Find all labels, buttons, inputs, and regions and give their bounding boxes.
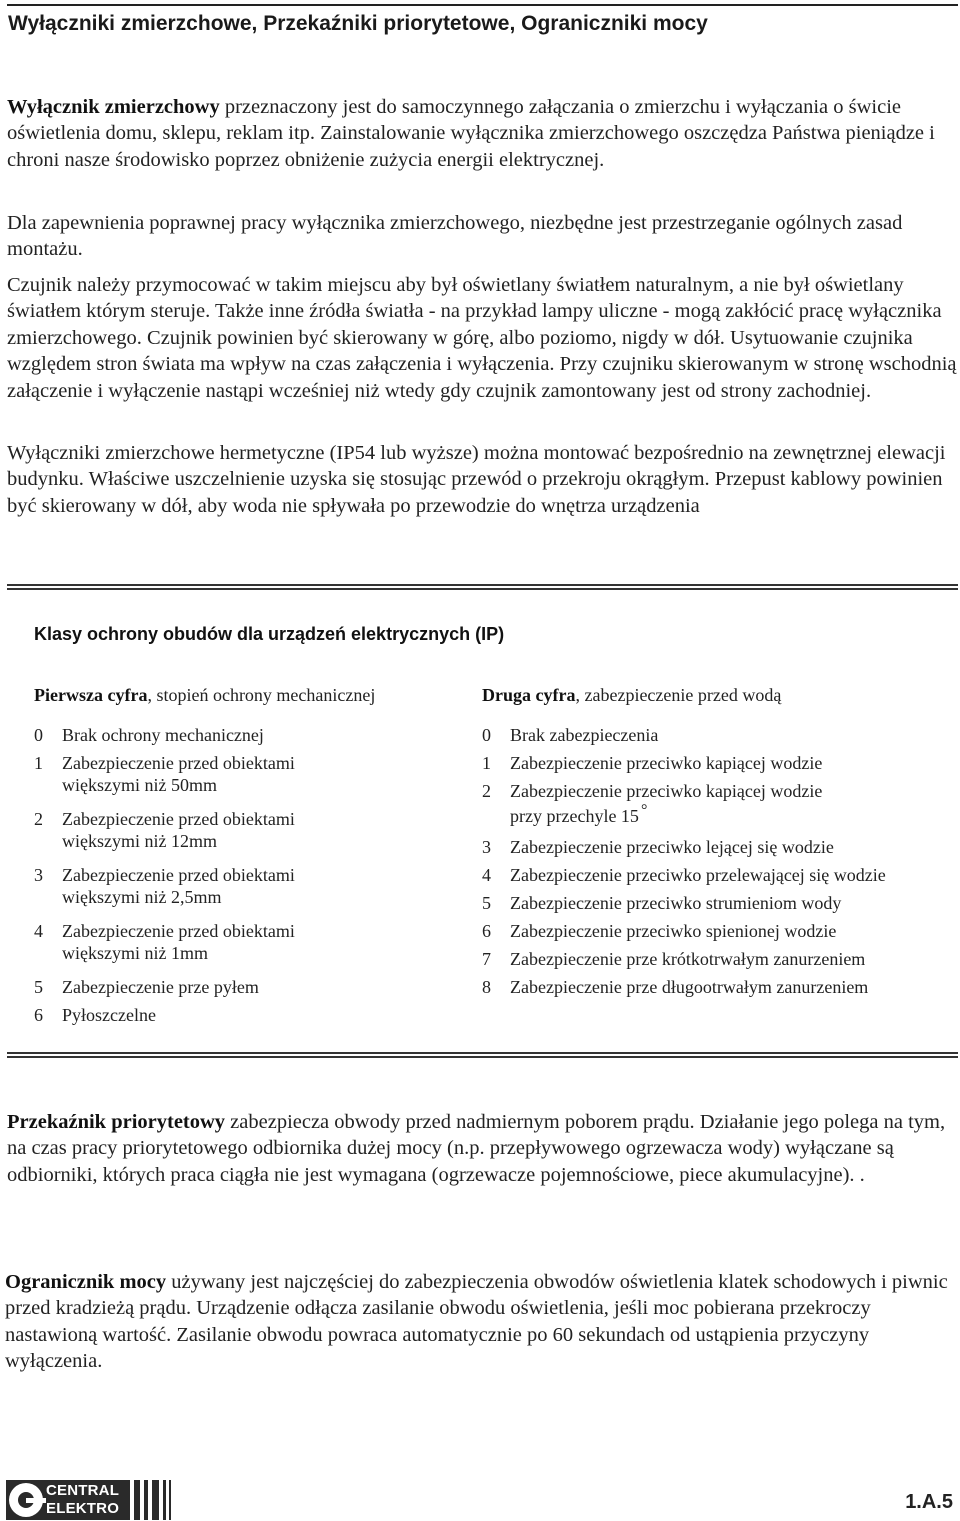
top-rule [7,4,958,6]
intro-paragraph-1 [7,94,959,173]
list-item [482,892,952,920]
list-item [34,752,454,808]
item-text: Zabezpieczenie prze długootrwałym zanurzeniem [510,977,869,997]
list-item [34,1004,454,1032]
list-item [34,808,454,864]
list-item [482,780,952,836]
list-item [482,948,952,976]
logo-text-line1: CENTRAL [46,1482,120,1499]
item-text-continuation: większymi niż 50mm [62,775,217,795]
section-divider [7,584,958,590]
section-divider-2 [7,1052,958,1058]
item-number: 5 [482,893,491,913]
item-text: Brak zabezpieczenia [510,725,659,745]
item-number: 0 [482,725,491,745]
item-text: Zabezpieczenie przed obiektami [62,921,295,941]
list-item [34,864,454,920]
item-number: 1 [482,753,491,773]
item-text: Pyłoszczelne [62,1005,156,1025]
item-text: Zabezpieczenie przeciwko przelewającej się wodzie [510,865,886,885]
item-text: Brak ochrony mechanicznej [62,725,264,745]
item-number: 4 [482,865,491,885]
list-item [482,836,952,864]
degree-symbol: ° [640,802,648,819]
list-item [482,920,952,948]
item-number: 5 [34,977,43,997]
intro-paragraph-3: Czujnik należy przymocować w takim miejscu aby był oświetlany światłem naturalnym, a nie był oświetlany światłem którym steruje. Także inne źródła światła - na przykład lampy uliczne - mogą zakłócić pracę wyłącznika zmierzchowego. Czujnik powinien być skierowany w górę, albo poziomo, nigdy w dół. Usytuowanie czujnika względem stron świata ma wpływ na czas załączenia i wyłączenia. Przy czujniku skierowanym w stronę wschodnią załączenie i wyłączenie nastąpi wcześniej niż wtedy gdy czujnik zamontowany jest od strony zachodniej. [7,274,957,402]
list-item [482,976,952,1004]
first-digit-heading [34,685,375,706]
logo-e-mark [9,1483,43,1517]
intro-paragraph-1-text: przeznaczony jest do samoczynnego załączania o zmierzchu i wyłączania o świcie oświetlenia domu, sklepu, reklam itp. Zainstalowanie wyłącznika zmierzchowego oszczędza Państwa pieniądze i chroni nasze środowisko poprzez obniżenie zużycia energii elektrycznej. [7,96,935,171]
logo-badge [6,1480,130,1520]
logo-e-bar [26,1498,46,1503]
item-number: 8 [482,977,491,997]
term-priority-relay: Przekaźnik priorytetowy [7,1111,226,1133]
item-number: 6 [34,1005,43,1025]
priority-relay-text: zabezpiecza obwody przed nadmiernym poborem prądu. Działanie jego polega na tym, na czas pracy priorytetowego odbiornika dużej mocy (n.p. przepływowego ogrzewacza wody) wyłączane są odbiorniki, których praca ciągła nie jest wymagana (ogrzewacze pojemnościowe, piece akumulacyjne). . [7,1111,946,1186]
power-limiter-paragraph [5,1269,957,1375]
item-number: 0 [34,725,43,745]
item-text-continuation: większymi niż 1mm [62,943,208,963]
second-digit-heading-text: , zabezpieczenie przed wodą [575,685,782,705]
item-text: Zabezpieczenie przeciwko lejącej się wodzie [510,837,834,857]
second-digit-heading-bold: Druga cyfra [482,685,576,705]
item-text: Zabezpieczenie prze pyłem [62,977,259,997]
item-text-angle: przy przechyle 15 [510,806,639,826]
item-text: Zabezpieczenie przeciwko kapiącej wodzie [510,781,823,801]
list-item [482,864,952,892]
first-digit-list [34,724,454,1032]
company-logo [6,1480,170,1520]
power-limiter-text: używany jest najczęściej do zabezpieczenia obwodów oświetlenia klatek schodowych i piwnic przed kradzieżą prądu. Urządzenie odłącza zasilanie obwodu oświetlenia, jeśli moc pobierana przekroczy nastawioną wartość. Zasilanie obwodu powraca automatycznie po 60 sekundach od ustąpienia przyczyny wyłączenia. [5,1271,948,1373]
logo-bar [163,1480,166,1520]
item-text: Zabezpieczenie prze krótkotrwałym zanurzeniem [510,949,866,969]
page-number: 1.A.5 [905,1491,953,1513]
item-number: 6 [482,921,491,941]
item-number: 2 [482,781,491,801]
item-number: 3 [482,837,491,857]
logo-text-line2: ELEKTRO [46,1500,120,1517]
list-item [34,724,454,752]
item-text: Zabezpieczenie przeciwko strumieniom wody [510,893,842,913]
logo-bar [134,1480,140,1520]
priority-relay-paragraph [7,1109,959,1188]
page-title: Wyłączniki zmierzchowe, Przekaźniki priorytetowe, Ograniczniki mocy [8,12,708,35]
item-text-continuation: większymi niż 12mm [62,831,217,851]
item-text-continuation: większymi niż 2,5mm [62,887,222,907]
logo-bar [144,1480,148,1520]
term-power-limiter: Ogranicznik mocy [5,1271,167,1293]
intro-paragraph-2: Dla zapewnienia poprawnej pracy wyłącznika zmierzchowego, niezbędne jest przestrzeganie ogólnych zasad montażu. [7,212,903,261]
first-digit-heading-text: , stopień ochrony mechanicznej [147,685,376,705]
item-number: 4 [34,921,43,941]
item-number: 3 [34,865,43,885]
item-text: Zabezpieczenie przed obiektami [62,865,295,885]
item-text: Zabezpieczenie przeciwko spienionej wodzie [510,921,837,941]
list-item [482,752,952,780]
logo-bar [152,1480,159,1520]
intro-paragraph-4: Wyłączniki zmierzchowe hermetyczne (IP54 lub wyższe) można montować bezpośrednio na zewnętrznej elewacji budynku. Właściwe uszczelnienie uzyska się stosując przewód o przekroju okrągłym. Przepust kablowy powinien być skierowany w dół, aby woda nie spływała po przewodzie do wnętrza urządzenia [7,442,946,517]
ip-section-title: Klasy ochrony obudów dla urządzeń elektrycznych (IP) [34,624,505,644]
logo-bar [169,1480,171,1520]
item-text: Zabezpieczenie przed obiektami [62,753,295,773]
list-item [34,976,454,1004]
term-twilight-switch: Wyłącznik zmierzchowy [7,96,220,118]
item-text: Zabezpieczenie przed obiektami [62,809,295,829]
second-digit-list [482,724,952,1004]
item-text: Zabezpieczenie przeciwko kapiącej wodzie [510,753,823,773]
list-item [482,724,952,752]
second-digit-heading [482,685,781,706]
first-digit-heading-bold: Pierwsza cyfra [34,685,148,705]
item-number: 7 [482,949,491,969]
item-number: 2 [34,809,43,829]
item-text-continuation [510,802,952,829]
list-item [34,920,454,976]
item-number: 1 [34,753,43,773]
